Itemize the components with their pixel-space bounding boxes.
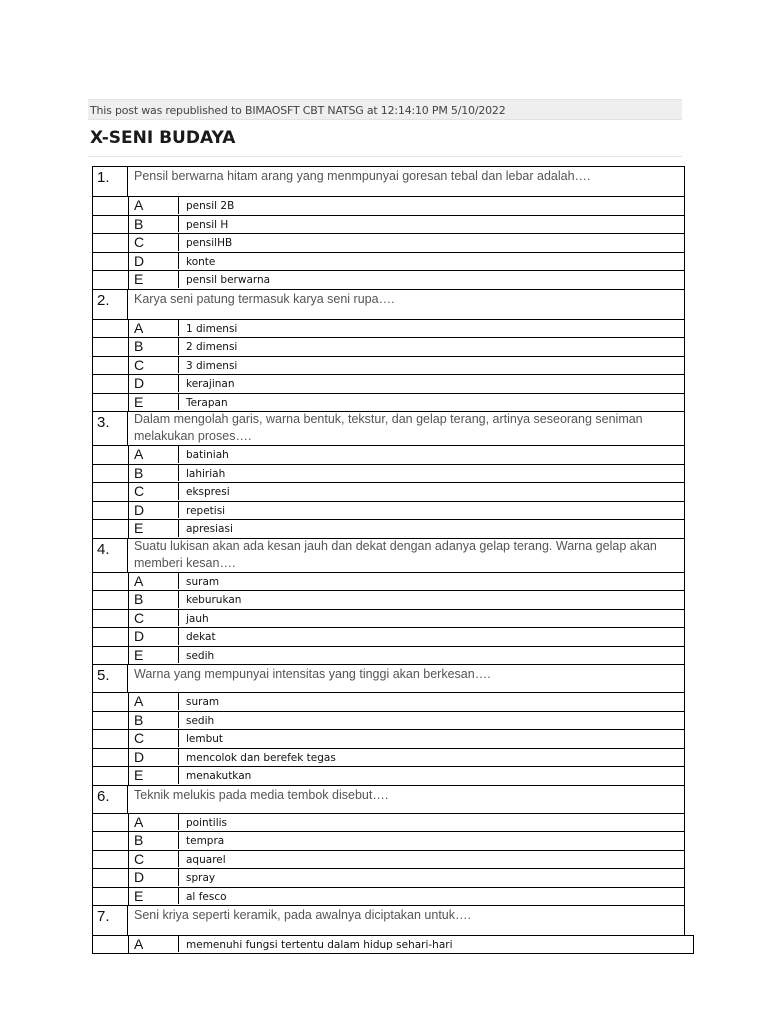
option-spacer-cell <box>93 610 129 628</box>
question-text: Suatu lukisan akan ada kesan jauh dan dekat dengan adanya gelap terang. Warna gelap akan memberi kesan…. <box>134 538 657 570</box>
option-row[interactable] <box>92 374 685 393</box>
question-number: 4. <box>93 539 128 572</box>
option-row[interactable] <box>92 482 685 501</box>
option-letter: C <box>129 356 179 374</box>
option-text: Terapan <box>186 396 228 409</box>
option-row[interactable] <box>92 711 685 730</box>
option-text: batiniah <box>186 449 229 461</box>
option-spacer-cell <box>93 253 129 271</box>
question-number: 1. <box>93 167 128 196</box>
option-text: mencolok dan berefek tegas <box>186 751 336 764</box>
option-letter: E <box>129 766 179 784</box>
question-number: 6. <box>93 786 128 813</box>
option-spacer-cell <box>93 375 129 393</box>
option-row[interactable] <box>92 748 685 767</box>
option-spacer-cell <box>93 465 129 483</box>
option-row[interactable] <box>92 270 685 289</box>
option-text: repetisi <box>186 504 226 517</box>
option-spacer-cell <box>93 832 129 850</box>
option-letter: C <box>129 482 179 500</box>
option-text: lahiriah <box>186 467 226 480</box>
option-letter: D <box>129 627 179 645</box>
option-text: pointilis <box>186 816 228 829</box>
quiz-table <box>92 166 685 954</box>
question-text: Teknik melukis pada media tembok disebut…. <box>134 787 389 802</box>
option-spacer-cell <box>93 749 129 767</box>
option-row[interactable] <box>92 646 685 665</box>
option-letter: B <box>129 711 179 729</box>
option-spacer-cell <box>93 271 129 289</box>
option-spacer-cell <box>93 483 129 501</box>
title-divider <box>88 156 682 157</box>
option-row[interactable] <box>92 319 685 338</box>
question-text: Karya seni patung termasuk karya seni rupa…. <box>134 291 395 306</box>
option-letter: B <box>129 590 179 608</box>
option-row[interactable] <box>92 729 685 748</box>
question-row <box>92 785 685 813</box>
option-text: memenuhi fungsi tertentu dalam hidup sehari-hari <box>186 939 453 951</box>
option-spacer-cell <box>93 216 129 234</box>
option-spacer-cell <box>93 814 129 832</box>
option-row[interactable] <box>92 572 685 591</box>
option-letter: B <box>129 215 179 233</box>
option-row[interactable] <box>92 627 685 646</box>
page-title: X-SENI BUDAYA <box>90 128 236 148</box>
option-text: ekspresi <box>186 486 230 498</box>
option-spacer-cell <box>93 712 129 730</box>
option-spacer-cell <box>93 502 129 520</box>
question-row <box>92 538 685 572</box>
option-text: menakutkan <box>186 770 252 782</box>
option-letter: A <box>129 935 179 952</box>
question-row <box>92 905 685 935</box>
option-text: sedih <box>186 649 215 662</box>
option-letter: E <box>129 646 179 664</box>
option-spacer-cell <box>93 573 129 591</box>
option-letter: D <box>129 748 179 766</box>
option-letter: D <box>129 868 179 886</box>
option-row[interactable] <box>92 692 685 711</box>
option-text: konte <box>186 255 216 268</box>
option-row[interactable] <box>92 887 685 906</box>
option-letter: B <box>129 464 179 482</box>
question-number: 5. <box>93 665 128 692</box>
question-row <box>92 411 685 445</box>
option-letter: E <box>129 887 179 905</box>
option-row[interactable] <box>92 519 685 538</box>
option-text: kerajinan <box>186 378 235 390</box>
option-text: lembut <box>186 733 224 745</box>
option-row[interactable] <box>92 831 685 850</box>
option-text: al fesco <box>186 890 227 903</box>
option-spacer-cell <box>93 767 129 785</box>
option-letter: C <box>129 233 179 251</box>
option-spacer-cell <box>93 693 129 711</box>
option-letter: E <box>129 519 179 537</box>
option-spacer-cell <box>93 197 129 215</box>
option-text: 1 dimensi <box>186 322 238 335</box>
option-text: 3 dimensi <box>186 359 238 372</box>
option-letter: C <box>129 729 179 747</box>
option-row[interactable] <box>92 501 685 520</box>
option-spacer-cell <box>93 869 129 887</box>
option-spacer-cell <box>93 591 129 609</box>
option-row[interactable] <box>92 464 685 483</box>
question-text: Seni kriya seperti keramik, pada awalnya diciptakan untuk…. <box>134 908 471 922</box>
option-text: tempra <box>186 835 225 847</box>
option-text: suram <box>186 575 220 588</box>
option-row[interactable] <box>92 196 685 215</box>
option-letter: B <box>129 831 179 849</box>
question-number: 2. <box>93 290 128 319</box>
option-spacer-cell <box>93 394 129 412</box>
option-letter: D <box>129 252 179 270</box>
option-row[interactable] <box>92 356 685 375</box>
option-row[interactable] <box>92 252 685 271</box>
option-row[interactable] <box>92 590 685 609</box>
option-text: pensil H <box>186 218 229 231</box>
option-letter: B <box>129 337 179 355</box>
option-row[interactable] <box>92 850 685 869</box>
option-text: spray <box>186 872 216 884</box>
question-row <box>92 289 685 319</box>
option-row[interactable] <box>92 813 685 832</box>
question-text: Dalam mengolah garis, warna bentuk, tekstur, dan gelap terang, artinya seseorang seniman melakukan proses…. <box>134 412 643 443</box>
option-letter: A <box>129 813 179 831</box>
question-text: Pensil berwarna hitam arang yang menmpunyai goresan tebal dan lebar adalah…. <box>134 169 591 183</box>
option-letter: D <box>129 501 179 519</box>
option-spacer-cell <box>93 888 129 906</box>
option-spacer-cell <box>93 936 129 953</box>
option-letter: C <box>129 850 179 868</box>
option-row[interactable] <box>92 393 685 412</box>
option-letter: E <box>129 393 179 411</box>
option-text: suram <box>186 696 220 708</box>
option-letter: A <box>129 445 179 463</box>
option-row[interactable] <box>92 868 685 887</box>
republish-notice: This post was republished to BIMAOSFT CBT NATSG at 12:14:10 PM 5/10/2022 <box>88 99 682 120</box>
option-text: sedih <box>186 714 215 727</box>
option-spacer-cell <box>93 628 129 646</box>
question-row <box>92 166 685 196</box>
option-row[interactable] <box>92 337 685 356</box>
option-row[interactable] <box>92 215 685 234</box>
option-text: pensilHB <box>186 237 233 249</box>
option-spacer-cell <box>93 730 129 748</box>
option-letter: A <box>129 196 179 214</box>
question-number: 3. <box>93 412 128 445</box>
option-spacer-cell <box>93 851 129 869</box>
question-number: 7. <box>93 906 128 935</box>
option-letter: A <box>129 319 179 337</box>
option-row[interactable] <box>92 935 694 954</box>
option-text: dekat <box>186 631 216 643</box>
option-row[interactable] <box>92 445 685 464</box>
question-text: Warna yang mempunyai intensitas yang tinggi akan berkesan…. <box>134 667 491 681</box>
option-text: pensil 2B <box>186 200 235 212</box>
option-row[interactable] <box>92 766 685 785</box>
option-text: apresiasi <box>186 523 233 535</box>
option-spacer-cell <box>93 357 129 375</box>
option-letter: A <box>129 692 179 710</box>
option-spacer-cell <box>93 520 129 538</box>
option-letter: E <box>129 270 179 288</box>
option-spacer-cell <box>93 320 129 338</box>
option-text: jauh <box>186 612 209 625</box>
option-letter: D <box>129 374 179 392</box>
option-row[interactable] <box>92 609 685 628</box>
option-row[interactable] <box>92 233 685 252</box>
option-text: keburukan <box>186 594 242 606</box>
option-letter: C <box>129 609 179 627</box>
question-row <box>92 664 685 692</box>
option-text: aquarel <box>186 853 226 866</box>
option-spacer-cell <box>93 234 129 252</box>
option-spacer-cell <box>93 338 129 356</box>
option-spacer-cell <box>93 446 129 464</box>
option-text: pensil berwarna <box>186 274 271 286</box>
option-spacer-cell <box>93 647 129 665</box>
option-text: 2 dimensi <box>186 341 238 353</box>
option-letter: A <box>129 572 179 590</box>
